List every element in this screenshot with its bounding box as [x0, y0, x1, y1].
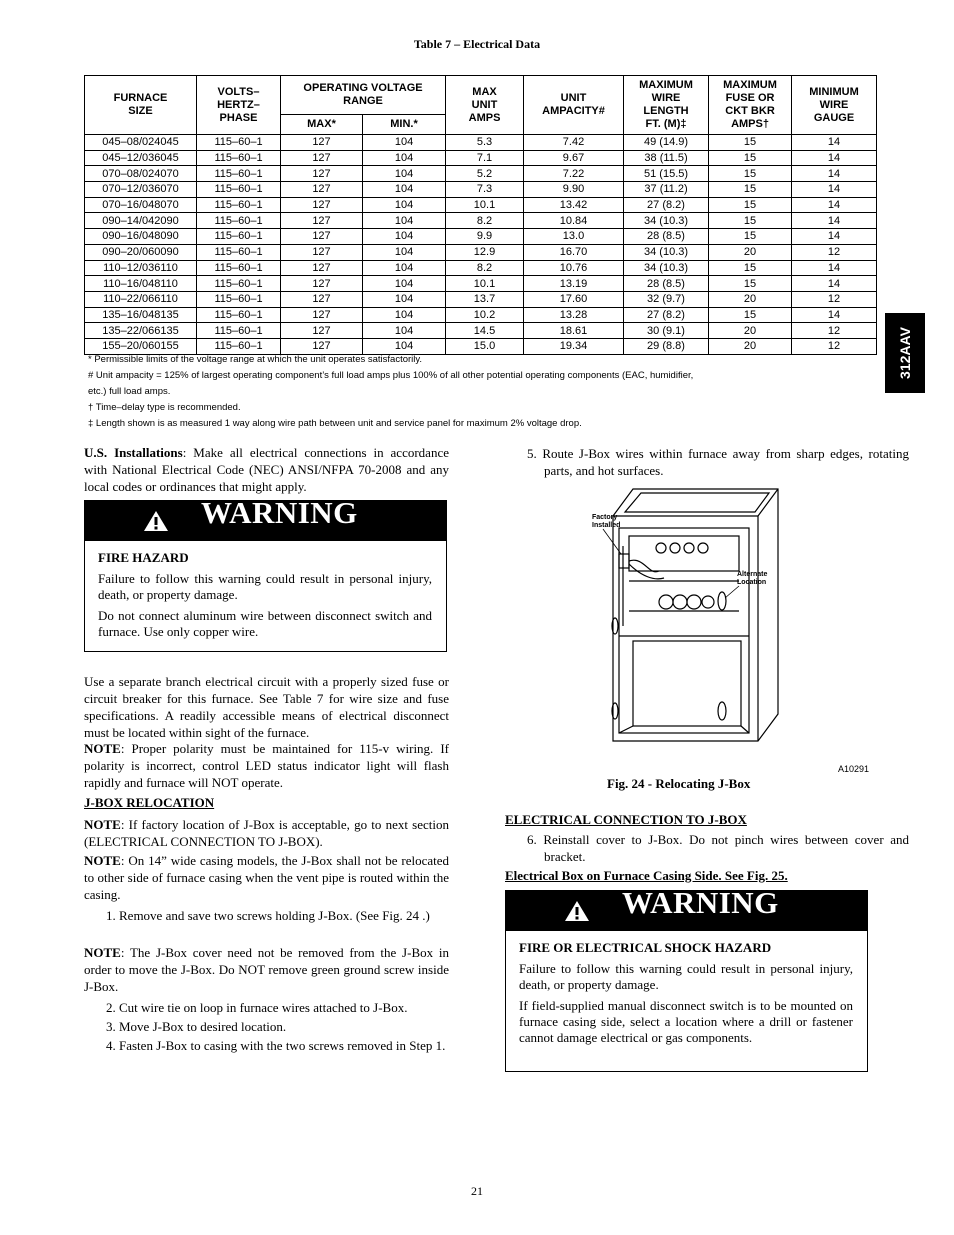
header-max-unit-amps: MAX UNIT AMPS	[446, 76, 524, 135]
table-body	[85, 135, 877, 355]
table-row: 110–16/048110 115–60–1 127 104 10.1 13.19 28 (8.5) 15 14	[85, 276, 877, 292]
figure-label-installed: Installed	[592, 522, 621, 529]
header-min-wire-gauge: MINIMUM WIRE GAUGE	[792, 76, 877, 135]
electrical-connection-heading: ELECTRICAL CONNECTION TO J-BOX	[505, 812, 747, 827]
step-6: 6. Reinstall cover to J-Box. Do not pinch wires between cover and bracket.	[527, 832, 909, 864]
warning-banner	[85, 495, 446, 541]
electrical-box-heading: Electrical Box on Furnace Casing Side. See Fig. 25.	[505, 868, 788, 883]
page-number: 21	[471, 1184, 483, 1198]
table-row: 070–08/024070 115–60–1 127 104 5.2 7.22 51 (15.5) 15 14	[85, 166, 877, 182]
table-row: 155–20/060155 115–60–1 127 104 15.0 19.34 29 (8.8) 20 12	[85, 338, 877, 354]
warning-box-fire-hazard	[84, 495, 447, 652]
note-jbox-cover: NOTE: The J-Box cover need not be removed from the J-Box in order to move the J-Box. Do NOT remove green ground screw inside J-Box.	[84, 945, 449, 994]
warning-title: FIRE OR ELECTRICAL SHOCK HAZARD	[519, 940, 772, 955]
header-max-wire-length: MAXIMUM WIRE LENGTH FT. (M)‡	[624, 76, 709, 135]
step-3: 3. Move J-Box to desired location.	[106, 1019, 287, 1034]
header-max: MAX*	[281, 115, 363, 135]
side-tab-label: 312AAV	[897, 327, 913, 379]
table-footnotes	[88, 352, 878, 432]
footnote: # Unit ampacity = 125% of largest operating component’s full load amps plus 100% of all other potential operating components (EAC, humidifier,	[88, 370, 694, 381]
table-row: 045–12/036045 115–60–1 127 104 7.1 9.67 38 (11.5) 15 14	[85, 150, 877, 166]
side-tab	[885, 313, 925, 393]
table-row: 110–22/066110 115–60–1 127 104 13.7 17.60 32 (9.7) 20 12	[85, 291, 877, 307]
footnote: etc.) full load amps.	[88, 386, 171, 397]
table-row: 110–12/036110 115–60–1 127 104 8.2 10.76 34 (10.3) 15 14	[85, 260, 877, 276]
table-row: 070–12/036070 115–60–1 127 104 7.3 9.90 37 (11.2) 15 14	[85, 182, 877, 198]
footnote: ‡ Length shown is as measured 1 way along wire path between unit and service panel for maximum 2% voltage drop.	[88, 418, 582, 429]
header-unit-ampacity: UNIT AMPACITY#	[524, 76, 624, 135]
table-row: 045–08/024045 115–60–1 127 104 5.3 7.42 49 (14.9) 15 14	[85, 135, 877, 151]
note-polarity: NOTE: Proper polarity must be maintained for 115-v wiring. If polarity is incorrect, control LED status indicator light will flash rapidly and furnace will NOT operate.	[84, 741, 449, 790]
us-installations-paragraph: U.S. Installations: Make all electrical connections in accordance with National Electrical Code (NEC) ANSI/NFPA 70-2008 and any local codes or ordinances that might apply.	[84, 445, 449, 494]
figure-label-location: Location	[737, 579, 767, 586]
step-4: 4. Fasten J-Box to casing with the two screws removed in Step 1.	[106, 1038, 446, 1053]
note-14-inch-casing: NOTE: On 14” wide casing models, the J-Box shall not be relocated to other side of furnace casing when the vent pipe is routed within the casing.	[84, 853, 449, 902]
figure-code: A10291	[838, 764, 870, 774]
table-row: 090–16/048090 115–60–1 127 104 9.9 13.0 28 (8.5) 15 14	[85, 229, 877, 245]
table-row: 090–20/060090 115–60–1 127 104 12.9 16.70 34 (10.3) 20 12	[85, 244, 877, 260]
table-caption: Table 7 – Electrical Data	[413, 37, 541, 51]
warning-text: Failure to follow this warning could result in personal injury, death, or property damage.	[98, 571, 432, 602]
warning-triangle-icon	[564, 900, 590, 922]
footnote: † Time–delay type is recommended.	[88, 402, 241, 413]
footnote: * Permissible limits of the voltage range at which the unit operates satisfactorily.	[88, 354, 423, 365]
table-row: 135–16/048135 115–60–1 127 104 10.2 13.28 27 (8.2) 15 14	[85, 307, 877, 323]
warning-text: Do not connect aluminum wire between disconnect switch and furnace. Use only copper wire.	[98, 608, 432, 639]
step-2: 2. Cut wire tie on loop in furnace wires attached to J-Box.	[106, 1000, 408, 1015]
table-row: 070–16/048070 115–60–1 127 104 10.1 13.42 27 (8.2) 15 14	[85, 197, 877, 213]
figure-label-factory: Factory	[592, 514, 618, 521]
jbox-relocation-heading: J-BOX RELOCATION	[84, 795, 215, 810]
branch-circuit-paragraph: Use a separate branch electrical circuit with a properly sized fuse or circuit breaker for this furnace. See Table 7 for wire size and fuse specifications. A readily accessible means of electrical disconnect must be located within sight of the furnace.	[84, 674, 449, 740]
warning-text: If field-supplied manual disconnect switch is to be mounted on furnace casing side, select a location where a drill or fastener cannot damage electrical or gas components.	[519, 998, 853, 1045]
furnace-jbox-figure	[589, 486, 779, 756]
figure-caption: Fig. 24 - Relocating J-Box	[607, 776, 751, 791]
warning-title: FIRE HAZARD	[98, 550, 189, 565]
warning-box-shock-hazard	[505, 885, 868, 1072]
electrical-data-table	[84, 75, 877, 355]
header-volts: VOLTS– HERTZ– PHASE	[197, 76, 281, 135]
warning-label: WARNING	[622, 885, 779, 920]
warning-label: WARNING	[201, 495, 358, 530]
figure-label-alternate: Alternate	[737, 571, 768, 578]
table-row: 135–22/066135 115–60–1 127 104 14.5 18.61 30 (9.1) 20 12	[85, 323, 877, 339]
warning-text: Failure to follow this warning could result in personal injury, death, or property damage.	[519, 961, 853, 992]
warning-triangle-icon	[143, 510, 169, 532]
header-furnace-size: FURNACE SIZE	[85, 76, 197, 135]
table-row: 090–14/042090 115–60–1 127 104 8.2 10.84 34 (10.3) 15 14	[85, 213, 877, 229]
header-max-fuse: MAXIMUM FUSE OR CKT BKR AMPS†	[709, 76, 792, 135]
note-factory-location: NOTE: If factory location of J-Box is acceptable, go to next section (ELECTRICAL CONNECTION TO J-BOX).	[84, 817, 449, 849]
step-1: 1. Remove and save two screws holding J-Box. (See Fig. 24 .)	[106, 908, 430, 923]
header-operating-voltage: OPERATING VOLTAGE RANGE	[281, 76, 446, 115]
step-5: 5. Route J-Box wires within furnace away from sharp edges, rotating parts, and hot surfaces.	[527, 446, 909, 478]
warning-banner	[506, 885, 867, 931]
header-min: MIN.*	[363, 115, 446, 135]
